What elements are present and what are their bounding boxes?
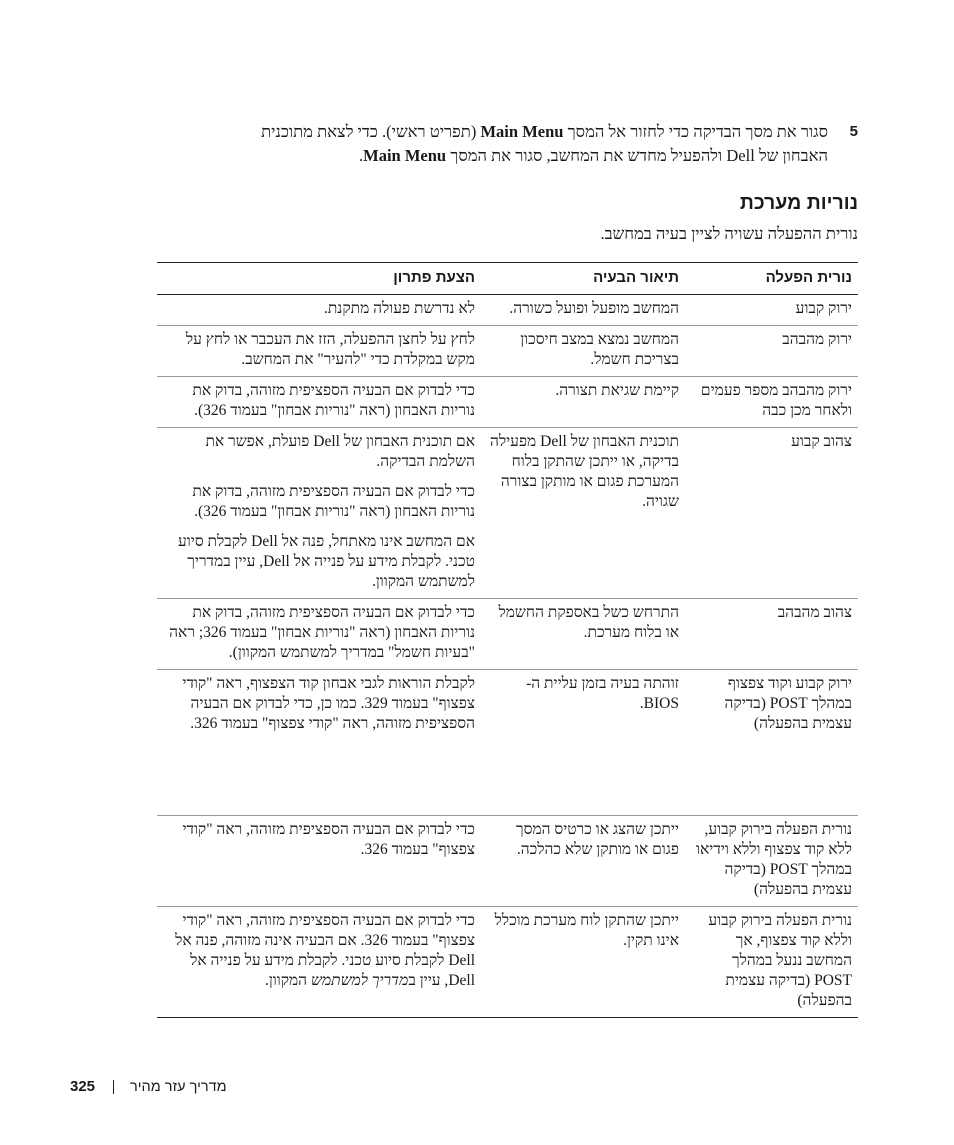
table-row [157, 816, 858, 907]
step-text [200, 120, 828, 168]
table-row [157, 295, 858, 326]
cell-solution: לחץ על לחצן ההפעלה, הזז את העכבר או לחץ על מקש במקלדת כדי "להעיר" את המחשב. [157, 326, 481, 377]
table-header-row [157, 263, 858, 295]
cell-light: ירוק מהבהב מספר פעמים ולאחר מכן כבה [685, 377, 858, 428]
cell-description: התרחש כשל באספקת החשמל או בלוח מערכת. [481, 599, 685, 670]
system-lights-table [157, 262, 858, 1018]
main-menu-term: Main Menu [480, 122, 564, 141]
step-line-2: האבחון של Dell ולהפעיל מחדש את המחשב, סגור את המסך Main Menu. [359, 146, 828, 165]
cell-description: ייתכן שהצג או כרטיס המסך פגום או מותקן שלא כהלכה. [481, 816, 685, 907]
header-light: נורית הפעלה [685, 263, 858, 295]
cell-light: נורית הפעלה בירוק קבוע, ללא קוד צפצוף וללא וידיאו במהלך POST (בדיקה עצמית בהפעלה) [685, 816, 858, 907]
cell-solution: כדי לבדוק אם הבעיה הספציפית מזוהה, בדוק את נוריות האבחון (ראה "נוריות אבחון" בעמוד 326). [157, 377, 481, 428]
table-row [157, 377, 858, 428]
cell-description: קיימת שגיאת תצורה. [481, 377, 685, 428]
cell-light: ירוק קבוע וקוד צפצוף במהלך POST (בדיקה עצמית בהפעלה) [685, 670, 858, 816]
cell-solution: כדי לבדוק אם הבעיה הספציפית מזוהה, בדוק את נוריות האבחון (ראה "נוריות אבחון" בעמוד 326; ראה "בעיות חשמל" במדריך למשתמש המקוון). [157, 599, 481, 670]
table-row [157, 907, 858, 1018]
cell-light: צהוב מהבהב [685, 599, 858, 670]
table-row [157, 670, 858, 816]
header-description: תיאור הבעיה [481, 263, 685, 295]
page-number: 325 [70, 1078, 96, 1095]
cell-description: זוהתה בעיה בזמן עליית ה-BIOS. [481, 670, 685, 816]
cell-solution: לא נדרשת פעולה מתקנת. [157, 295, 481, 326]
cell-description: המחשב מופעל ופועל כשורה. [481, 295, 685, 326]
section-intro: נורית ההפעלה עשויה לציין בעיה במחשב. [600, 224, 858, 243]
cell-light: נורית הפעלה בירוק קבוע וללא קוד צפצוף, אך המחשב ננעל במהלך POST (בדיקה עצמית בהפעלה) [685, 907, 858, 1018]
header-solution: הצעת פתרון [157, 263, 481, 295]
cell-description: המחשב נמצא במצב חיסכון בצריכת חשמל. [481, 326, 685, 377]
cell-solution: כדי לבדוק אם הבעיה הספציפית מזוהה, ראה "קודי צפצוף" בעמוד 326. אם הבעיה אינה מזוהה, פנה אל Dell לקבלת סיוע טכני. לקבלת מידע על פנייה אל Dell, עיין במדריך למשתמש המקוון. [157, 907, 481, 1018]
main-menu-term: Main Menu [363, 146, 447, 165]
section-title: נוריות מערכת [739, 192, 858, 214]
guide-name: מדריך עזר מהיר [130, 1078, 227, 1095]
footer-divider [113, 1080, 114, 1094]
cell-light: ירוק מהבהב [685, 326, 858, 377]
step-number: 5 [849, 123, 858, 140]
cell-solution: לקבלת הוראות לגבי אבחון קוד הצפצוף, ראה "קודי צפצוף" בעמוד 329. כמו כן, כדי לבדוק אם הבעיה הספציפית מזוהה, ראה "קודי צפצוף" בעמוד 326. [157, 670, 481, 816]
cell-solution: כדי לבדוק אם הבעיה הספציפית מזוהה, ראה "קודי צפצוף" בעמוד 326. [157, 816, 481, 907]
table-row [157, 599, 858, 670]
step-5 [200, 120, 858, 168]
guide-title-italic: מדריך למשתמש [310, 972, 409, 989]
cell-light: ירוק קבוע [685, 295, 858, 326]
cell-description: ייתכן שהתקן לוח מערכת מוכלל אינו תקין. [481, 907, 685, 1018]
page-footer [70, 1078, 227, 1095]
table-row [157, 326, 858, 377]
cell-light: צהוב קבוע [685, 428, 858, 599]
cell-solution: אם תוכנית האבחון של Dell פועלת, אפשר את השלמת הבדיקה. כדי לבדוק אם הבעיה הספציפית מזוהה, בדוק את נוריות האבחון (ראה "נוריות אבחון" בעמוד 326). אם המחשב אינו מאתחל, פנה אל Dell לקבלת סיוע טכני. לקבלת מידע על פנייה אל Dell, עיין במדריך למשתמש המקוון. [157, 428, 481, 599]
cell-description: תוכנית האבחון של Dell מפעילה בדיקה, או ייתכן שהתקן בלוח המערכת פגום או מותקן בצורה שגויה. [481, 428, 685, 599]
table-row [157, 428, 858, 599]
step-line-1: סגור את מסך הבדיקה כדי לחזור אל המסך Main Menu (תפריט ראשי). כדי לצאת מתוכנית [261, 122, 828, 141]
